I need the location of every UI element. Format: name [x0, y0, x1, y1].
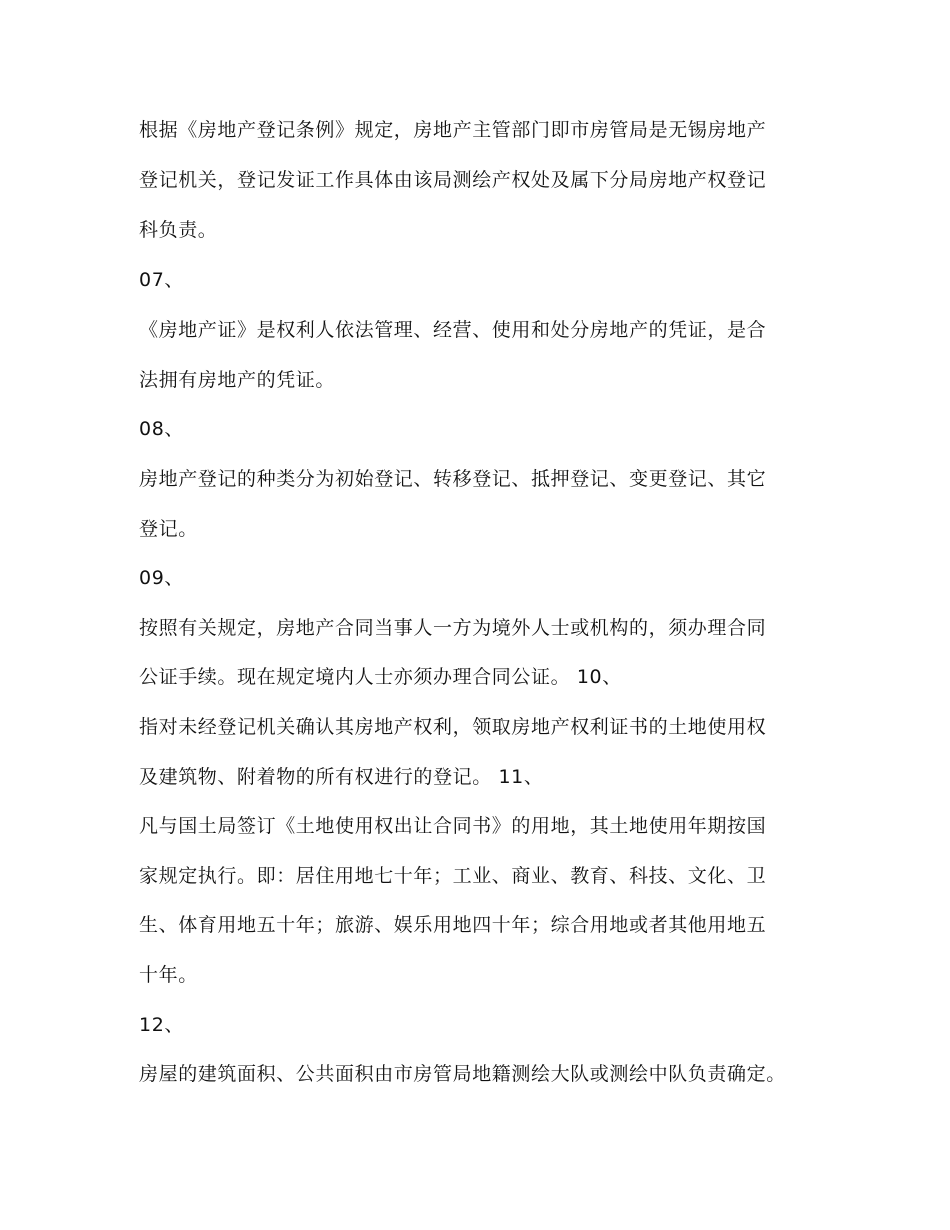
text-line: 《房地产证》是权利人依法管理、经营、使用和处分房地产的凭证，是合 — [139, 319, 767, 341]
section-number: 12、 — [139, 1014, 184, 1036]
text-line: 科负责。 — [139, 219, 218, 241]
text-line: 登记。 — [139, 518, 198, 540]
text-line: 按照有关规定，房地产合同当事人一方为境外人士或机构的，须办理合同 — [139, 617, 767, 639]
text-line: 根据《房地产登记条例》规定，房地产主管部门即市房管局是无锡房地产 — [139, 119, 767, 141]
text-line: 登记机关，登记发证工作具体由该局测绘产权处及属下分局房地产权登记 — [139, 169, 767, 191]
section-number: 09、 — [139, 567, 184, 589]
text-line: 及建筑物、附着物的所有权进行的登记。 11、 — [139, 766, 544, 788]
text-line: 指对未经登记机关确认其房地产权利，领取房地产权利证书的土地使用权 — [139, 716, 767, 738]
text-line: 房屋的建筑面积、公共面积由市房管局地籍测绘大队或测绘中队负责确定。 — [139, 1063, 786, 1085]
text-line: 家规定执行。即：居住用地七十年；工业、商业、教育、科技、文化、卫 — [139, 865, 767, 887]
text-line: 十年。 — [139, 964, 198, 986]
text-line: 凡与国土局签订《土地使用权出让合同书》的用地，其土地使用年期按国 — [139, 815, 767, 837]
section-number: 08、 — [139, 418, 184, 440]
section-number: 07、 — [139, 269, 184, 291]
text-line: 法拥有房地产的凭证。 — [139, 369, 336, 391]
text-line: 生、体育用地五十年；旅游、娱乐用地四十年；综合用地或者其他用地五 — [139, 914, 767, 936]
text-line: 公证手续。现在规定境内人士亦须办理合同公证。 10、 — [139, 666, 622, 688]
text-line: 房地产登记的种类分为初始登记、转移登记、抵押登记、变更登记、其它 — [139, 468, 767, 490]
